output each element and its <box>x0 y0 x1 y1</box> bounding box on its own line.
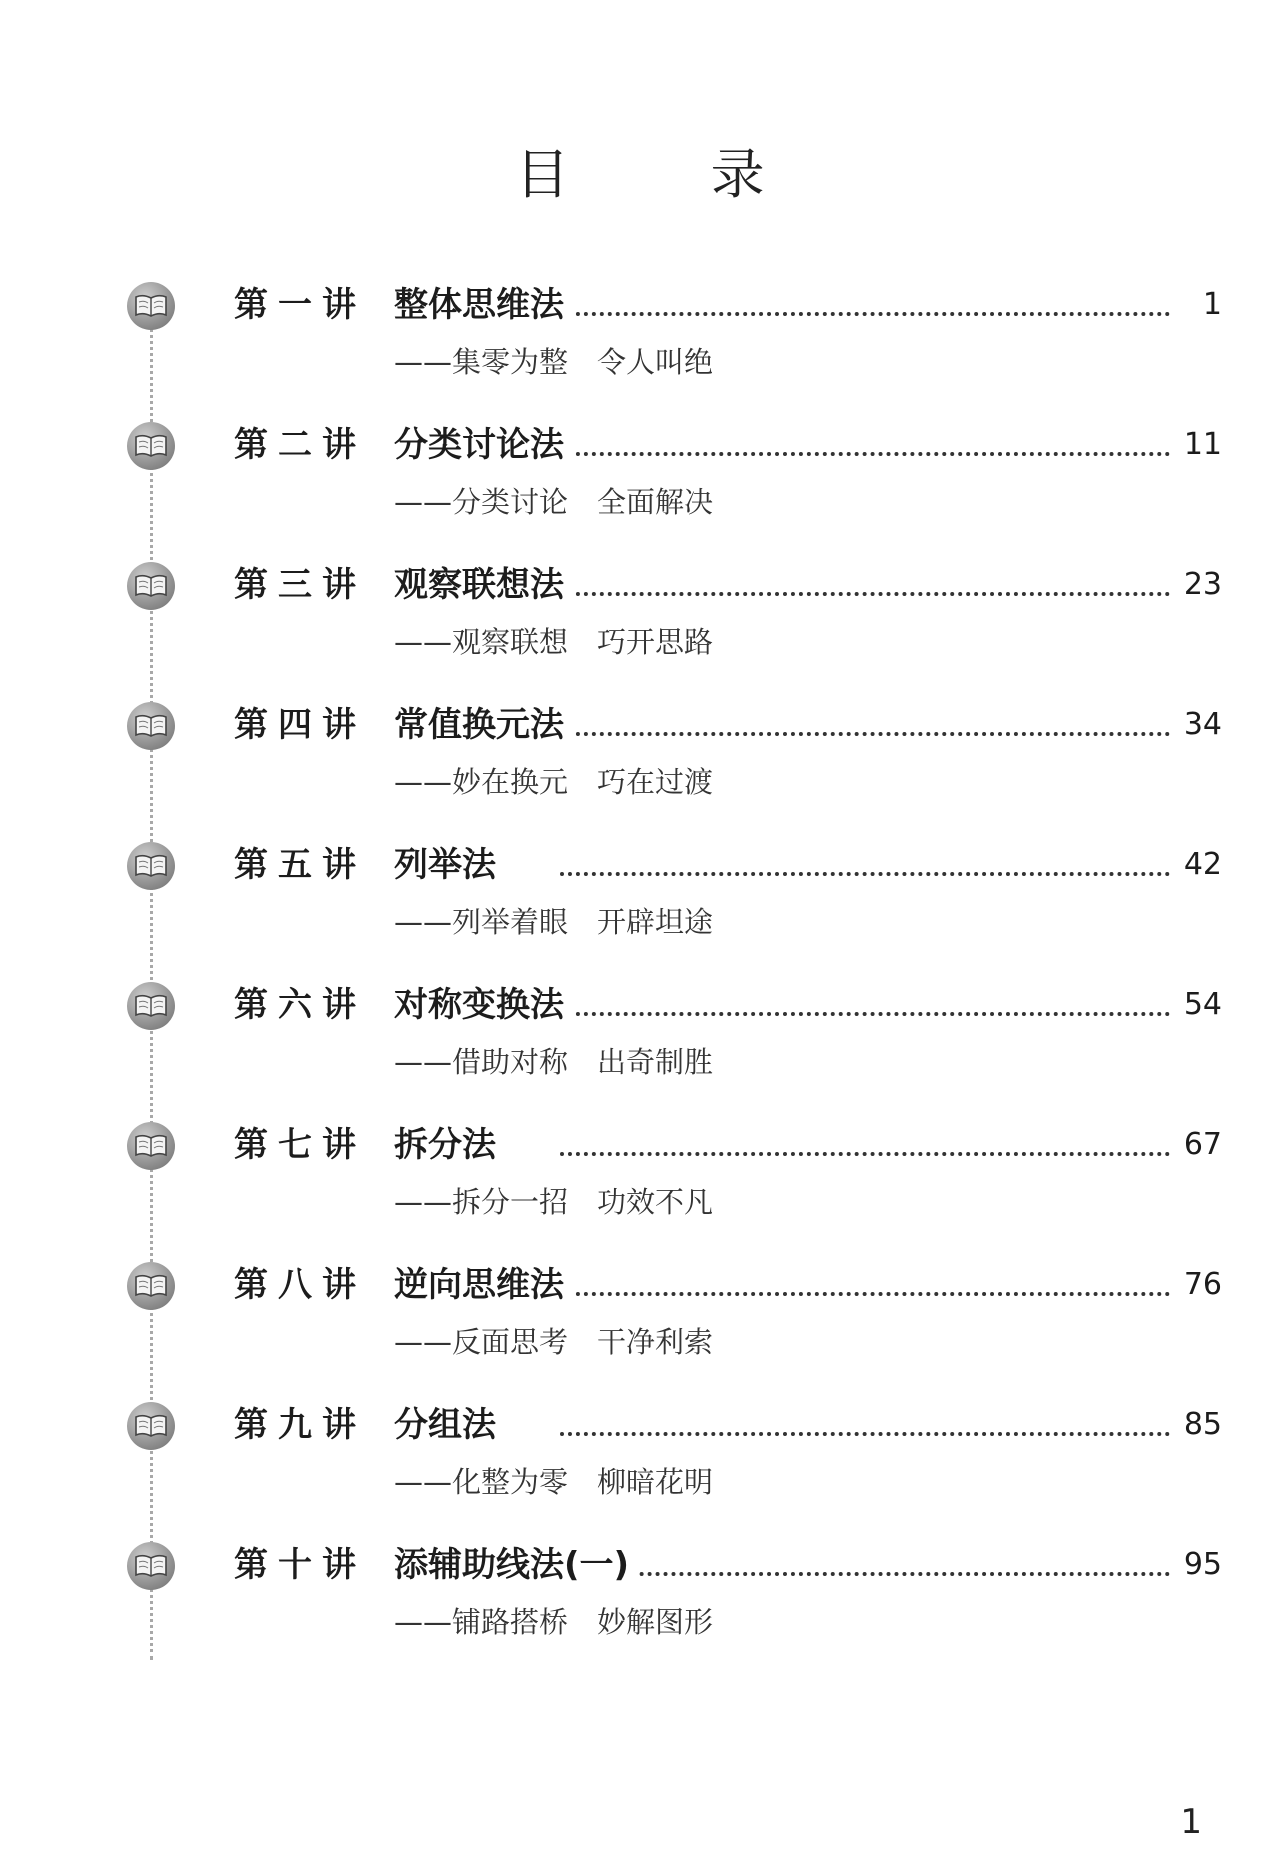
lecture-number: 第十讲 <box>234 1545 366 1585</box>
lecture-subtitle: ——列举着眼 开辟坦途 <box>394 905 714 939</box>
lecture-page: 85 <box>1172 1402 1222 1448</box>
toc-entry[interactable] <box>0 422 1280 562</box>
lecture-title[interactable]: 列举法 <box>394 842 506 888</box>
lecture-subtitle: ——反面思考 干净利索 <box>394 1325 714 1359</box>
lecture-number: 第五讲 <box>234 845 366 885</box>
lecture-subtitle: ——妙在换元 巧在过渡 <box>394 765 714 799</box>
toc-entry[interactable] <box>0 1122 1280 1262</box>
lecture-page: 67 <box>1172 1122 1222 1168</box>
dot-leader <box>560 732 1170 736</box>
toc-entry[interactable] <box>0 1542 1280 1682</box>
open-book-icon <box>127 282 175 330</box>
dot-leader <box>560 1432 1170 1436</box>
lecture-number: 第七讲 <box>234 1125 366 1165</box>
open-book-icon <box>127 562 175 610</box>
open-book-icon <box>127 1542 175 1590</box>
dot-leader <box>560 592 1170 596</box>
toc-entry[interactable] <box>0 1262 1280 1402</box>
lecture-title[interactable]: 分组法 <box>394 1402 506 1448</box>
open-book-icon <box>127 1262 175 1310</box>
lecture-page: 1 <box>1191 282 1222 328</box>
open-book-icon <box>127 702 175 750</box>
toc-entry[interactable] <box>0 1402 1280 1542</box>
lecture-number: 第一讲 <box>234 285 366 325</box>
toc-entry[interactable] <box>0 982 1280 1122</box>
dot-leader <box>560 312 1170 316</box>
toc-entry[interactable] <box>0 842 1280 982</box>
lecture-subtitle: ——化整为零 柳暗花明 <box>394 1465 714 1499</box>
toc-entry[interactable] <box>0 702 1280 842</box>
open-book-icon <box>127 1122 175 1170</box>
open-book-icon <box>127 982 175 1030</box>
open-book-icon <box>127 842 175 890</box>
lecture-number: 第三讲 <box>234 565 366 605</box>
open-book-icon <box>127 422 175 470</box>
lecture-page: 23 <box>1172 562 1222 608</box>
lecture-subtitle: ——观察联想 巧开思路 <box>394 625 714 659</box>
page-title: 目 录 <box>515 143 827 206</box>
lecture-page: 95 <box>1172 1542 1222 1588</box>
lecture-subtitle: ——铺路搭桥 妙解图形 <box>394 1605 714 1639</box>
lecture-page: 34 <box>1172 702 1222 748</box>
lecture-title[interactable]: 拆分法 <box>394 1122 506 1168</box>
lecture-title[interactable]: 对称变换法 <box>394 982 574 1028</box>
dot-leader <box>560 872 1170 876</box>
open-book-icon <box>127 1402 175 1450</box>
dot-leader <box>560 1292 1170 1296</box>
lecture-number: 第九讲 <box>234 1405 366 1445</box>
lecture-subtitle: ——借助对称 出奇制胜 <box>394 1045 714 1079</box>
lecture-title[interactable]: 整体思维法 <box>394 282 574 328</box>
dot-leader <box>560 452 1170 456</box>
toc-entry[interactable] <box>0 282 1280 422</box>
dot-leader <box>560 1152 1170 1156</box>
lecture-page: 11 <box>1172 422 1222 468</box>
lecture-number: 第二讲 <box>234 425 366 465</box>
lecture-title[interactable]: 添辅助线法(一) <box>394 1542 639 1588</box>
toc-entry[interactable] <box>0 562 1280 702</box>
dot-leader <box>560 1012 1170 1016</box>
lecture-title[interactable]: 常值换元法 <box>394 702 574 748</box>
lecture-subtitle: ——分类讨论 全面解决 <box>394 485 714 519</box>
page-number: 1 <box>1180 1802 1202 1842</box>
dot-leader <box>560 1572 1170 1576</box>
lecture-title[interactable]: 分类讨论法 <box>394 422 574 468</box>
lecture-page: 54 <box>1172 982 1222 1028</box>
lecture-title[interactable]: 逆向思维法 <box>394 1262 574 1308</box>
lecture-number: 第六讲 <box>234 985 366 1025</box>
lecture-number: 第四讲 <box>234 705 366 745</box>
lecture-subtitle: ——拆分一招 功效不凡 <box>394 1185 714 1219</box>
lecture-page: 76 <box>1172 1262 1222 1308</box>
lecture-page: 42 <box>1172 842 1222 888</box>
lecture-title[interactable]: 观察联想法 <box>394 562 574 608</box>
lecture-subtitle: ——集零为整 令人叫绝 <box>394 345 714 379</box>
lecture-number: 第八讲 <box>234 1265 366 1305</box>
